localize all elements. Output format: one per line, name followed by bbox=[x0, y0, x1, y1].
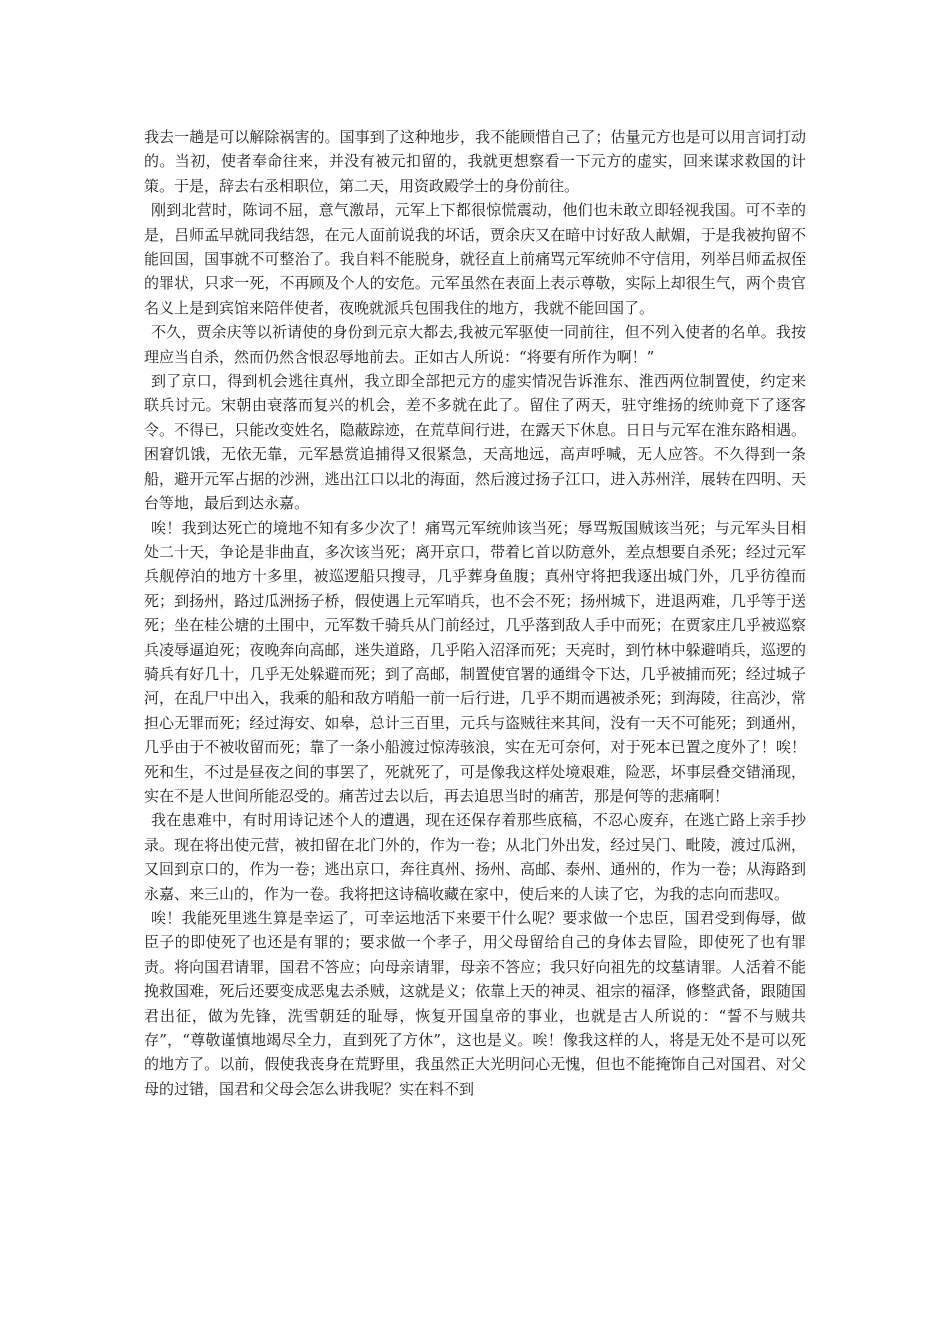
paragraph: 我去一趟是可以解除祸害的。国事到了这种地步，我不能顾惜自己了；估量元方也是可以用言词打动的。当初，使者奉命往来，并没有被元扣留的，我就更想察看一下元方的虚实，回来谋求救国的计策。于是，辞去右丞相职位，第二天，用资政殿学士的身份前往。 bbox=[144, 128, 806, 195]
paragraph: 刚到北营时，陈词不屈，意气激昂，元军上下都很惊慌震动，他们也未敢立即轻视我国。可不幸的是，吕师孟早就同我结怨，在元人面前说我的坏话，贾余庆又在暗中讨好敌人献媚，于是我被拘留不能回国，国事就不可整治了。我自料不能脱身，就径直上前痛骂元军统帅不守信用，列举吕师孟叔侄的罪状，只求一死，不再顾及个人的安危。元军虽然在表面上表示尊敬，实际上却很生气，两个贵官名义上是到宾馆来陪伴使者，夜晚就派兵包围我住的地方，我就不能回国了。 bbox=[144, 201, 806, 317]
paragraph: 不久，贾余庆等以祈请使的身份到元京大都去,我被元军驱使一同前往，但不列入使者的名单。我按理应当自杀，然而仍然含恨忍辱地前去。正如古人所说：“将要有所作为啊！” bbox=[144, 323, 806, 366]
paragraph: 我在患难中，有时用诗记述个人的遭遇，现在还保存着那些底稿，不忍心废弃，在逃亡路上亲手抄录。现在将出使元营，被扣留在北门外的，作为一卷；从北门外出发，经过吴门、毗陵，渡过瓜洲，又回到京口的，作为一卷；逃出京口，奔往真州、扬州、高邮、泰州、通州的，作为一卷；从海路到永嘉、来三山的，作为一卷。我将把这诗稿收藏在家中，使后来的人读了它，为我的志向而悲叹。 bbox=[144, 811, 806, 903]
document-body bbox=[144, 125, 806, 1101]
paragraph: 唉！我到达死亡的境地不知有多少次了！痛骂元军统帅该当死；辱骂叛国贼该当死；与元军头目相处二十天，争论是非曲直，多次该当死；离开京口，带着匕首以防意外，差点想要自杀死；经过元军兵舰停泊的地方十多里，被巡逻船只搜寻，几乎葬身鱼腹；真州守将把我逐出城门外，几乎彷徨而死；到扬州，路过瓜洲扬子桥，假使遇上元军哨兵，也不会不死；扬州城下，进退两难，几乎等于送死；坐在桂公塘的土围中，元军数千骑兵从门前经过，几乎落到敌人手中而死；在贾家庄几乎被巡察兵凌辱逼迫死；夜晚奔向高邮，迷失道路，几乎陷入沼泽而死；天亮时，到竹林中躲避哨兵，巡逻的骑兵有好几十，几乎无处躲避而死；到了高邮，制置使官署的通缉令下达，几乎被捕而死；经过城子河，在乱尸中出入，我乘的船和敌方哨船一前一后行进，几乎不期而遇被杀死；到海陵，往高沙，常担心无罪而死；经过海安、如皋，总计三百里，元兵与盗贼往来其间，没有一天不可能死；到通州，几乎由于不被收留而死；靠了一条小船渡过惊涛骇浪，实在无可奈何，对于死本已置之度外了！唉！死和生，不过是昼夜之间的事罢了，死就死了，可是像我这样处境艰难，险恶，坏事层叠交错涌现，实在不是人世间所能忍受的。痛苦过去以后，再去追思当时的痛苦，那是何等的悲痛啊！ bbox=[144, 518, 806, 805]
paragraph: 到了京口，得到机会逃往真州，我立即全部把元方的虚实情况告诉淮东、淮西两位制置使，约定来联兵讨元。宋朝由衰落而复兴的机会，差不多就在此了。留住了两天，驻守维扬的统帅竟下了逐客令。不得已，只能改变姓名，隐蔽踪迹，在荒草间行进，在露天下休息。日日与元军在淮东路相遇。困窘饥饿，无依无靠，元军悬赏追捕得又很紧急，天高地远，高声呼喊，无人应答。不久得到一条船，避开元军占据的沙洲，逃出江口以北的海面，然后渡过扬子江口，进入苏州洋，展转在四明、天台等地，最后到达永嘉。 bbox=[144, 372, 806, 513]
paragraph: 唉！我能死里逃生算是幸运了，可幸运地活下来要干什么呢？要求做一个忠臣，国君受到侮辱，做臣子的即使死了也还是有罪的；要求做一个孝子，用父母留给自己的身体去冒险，即使死了也有罪责。将向国君请罪，国君不答应；向母亲请罪，母亲不答应；我只好向祖先的坟墓请罪。人活着不能挽救国难，死后还要变成恶鬼去杀贼，这就是义；依靠上天的神灵、祖宗的福泽，修整武备，跟随国君出征，做为先锋，洗雪朝廷的耻辱，恢复开国皇帝的事业，也就是古人所说的：“誓不与贼共存”，“尊敬谨慎地竭尽全力，直到死了方休”，这也是义。唉！像我这样的人，将是无处不是可以死的地方了。以前，假使我丧身在荒野里，我虽然正大光明问心无愧，但也不能掩饰自己对国君、对父母的过错，国君和父母会怎么讲我呢？实在料不到 bbox=[144, 909, 806, 1098]
